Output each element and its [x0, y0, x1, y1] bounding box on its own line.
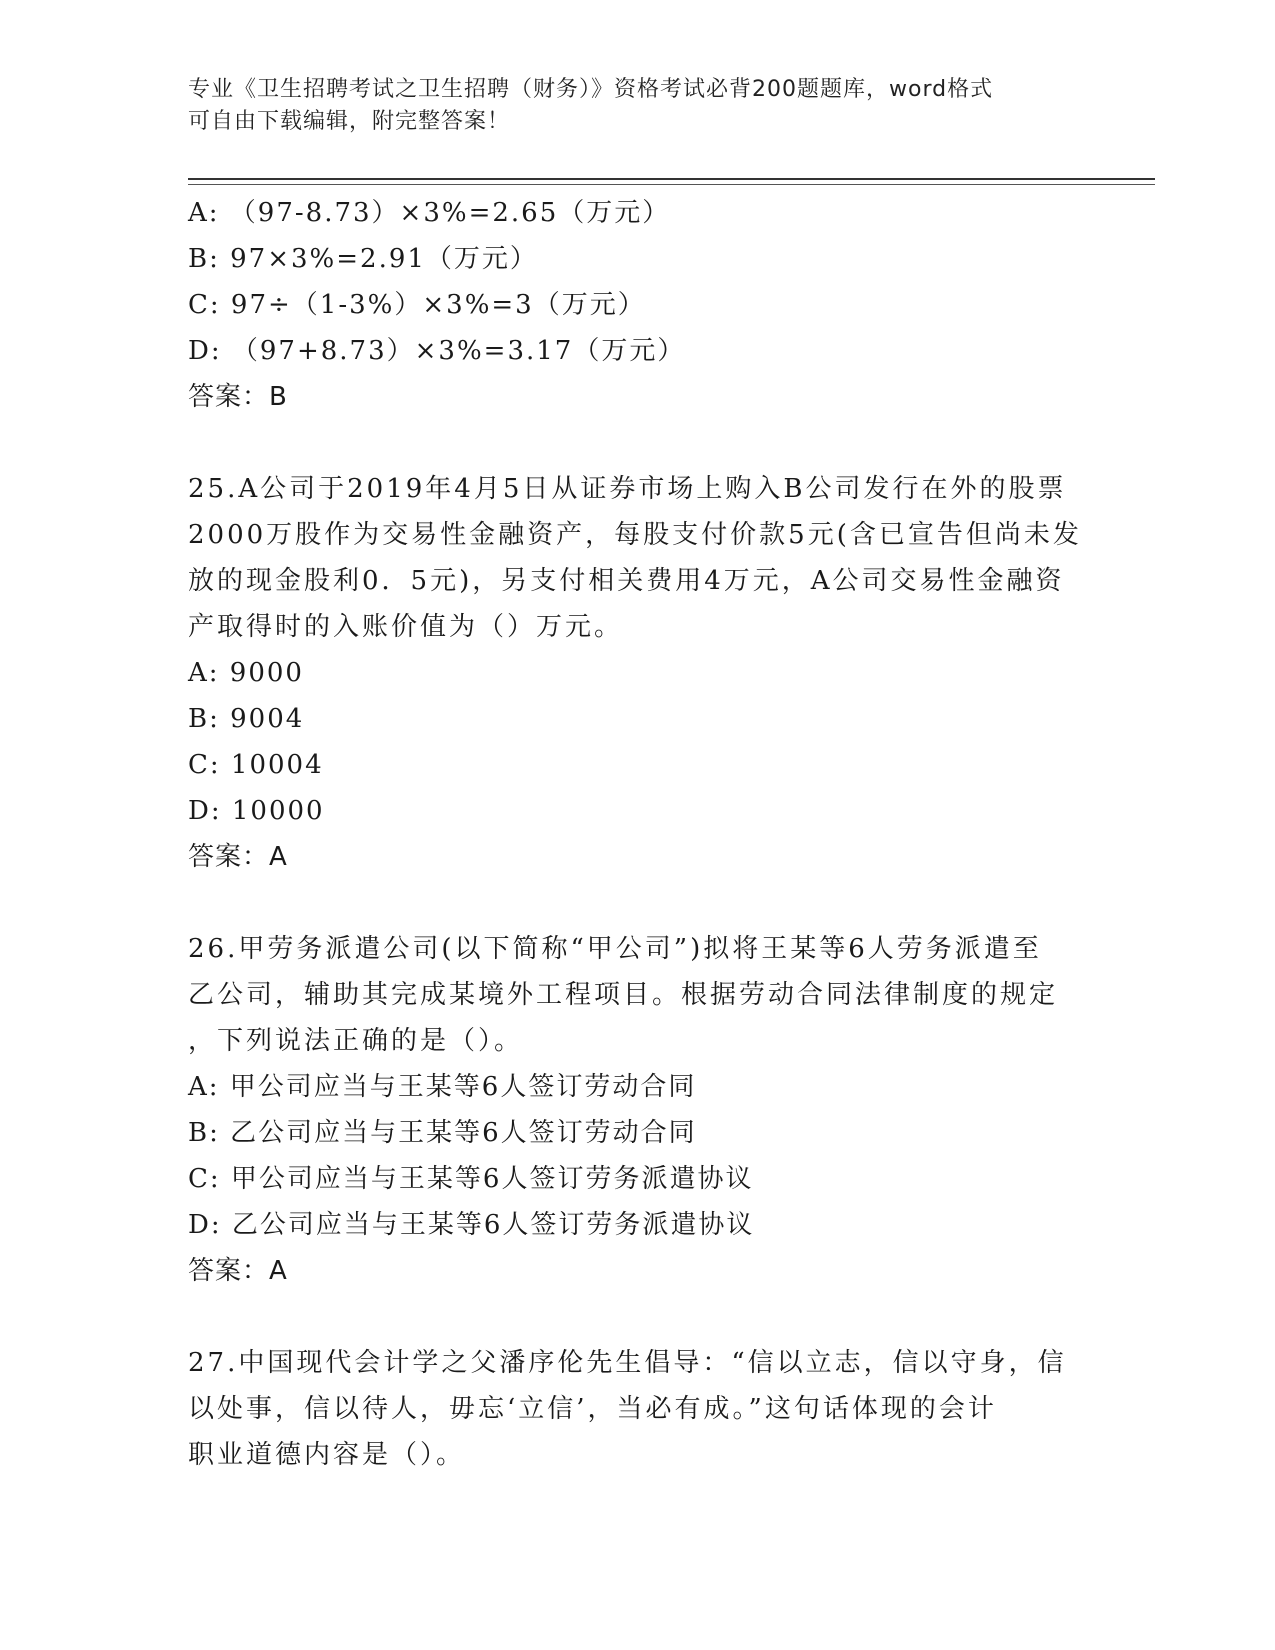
spacer	[188, 880, 1088, 926]
question-27-block	[188, 1340, 1088, 1478]
question-text-line: ，下列说法正确的是（）。	[188, 1026, 524, 1056]
document-header	[188, 74, 1068, 138]
option-d: D: 乙公司应当与王某等6人签订劳务派遣协议	[188, 1210, 755, 1240]
question-text-line: 27.中国现代会计学之父潘序伦先生倡导：“信以立志，信以守身，信	[188, 1348, 1067, 1378]
question-text-line: 以处事，信以待人，毋忘‘立信’，当必有成。”这句话体现的会计	[188, 1394, 997, 1424]
spacer	[188, 1294, 1088, 1340]
option-a: A: 9000	[188, 658, 304, 688]
answer-label: 答案：A	[188, 1256, 288, 1286]
question-25-block	[188, 466, 1088, 880]
option-c: C: 97÷（1-3%）×3%=3（万元）	[188, 290, 646, 320]
question-text-line: 放的现金股利0．5元)，另支付相关费用4万元，A公司交易性金融资	[188, 566, 1065, 596]
answer-label: 答案：B	[188, 382, 288, 412]
question-text-line: 25.A公司于2019年4月5日从证券市场上购入B公司发行在外的股票	[188, 474, 1067, 504]
option-c: C: 10004	[188, 750, 324, 780]
option-d: D: 10000	[188, 796, 325, 826]
question-26-block	[188, 926, 1088, 1294]
spacer	[188, 420, 1088, 466]
header-title-line-1: 专业《卫生招聘考试之卫生招聘（财务）》资格考试必背200题题库，word格式	[188, 77, 994, 102]
question-text-line: 2000万股作为交易性金融资产，每股支付价款5元(含已宣告但尚未发	[188, 520, 1082, 550]
header-divider-thin	[188, 184, 1155, 185]
option-b: B: 9004	[188, 704, 305, 734]
question-text-line: 乙公司，辅助其完成某境外工程项目。根据劳动合同法律制度的规定	[188, 980, 1059, 1010]
question-text-line: 职业道德内容是（）。	[188, 1440, 466, 1470]
option-b: B: 97×3%=2.91（万元）	[188, 244, 538, 274]
question-text-line: 产取得时的入账价值为（）万元。	[188, 612, 624, 642]
question-text-line: 26.甲劳务派遣公司(以下简称“甲公司”)拟将王某等6人劳务派遣至	[188, 934, 1042, 964]
option-a: A: 甲公司应当与王某等6人签订劳动合同	[188, 1072, 697, 1102]
header-title-line-2: 可自由下载编辑，附完整答案！	[188, 109, 511, 134]
question-24-block	[188, 190, 1088, 420]
answer-label: 答案：A	[188, 842, 288, 872]
option-d: D: （97+8.73）×3%=3.17（万元）	[188, 336, 686, 366]
option-b: B: 乙公司应当与王某等6人签订劳动合同	[188, 1118, 697, 1148]
option-c: C: 甲公司应当与王某等6人签订劳务派遣协议	[188, 1164, 754, 1194]
option-a: A: （97-8.73）×3%=2.65（万元）	[188, 198, 671, 228]
document-body	[188, 190, 1088, 1478]
header-divider-thick	[188, 178, 1155, 180]
